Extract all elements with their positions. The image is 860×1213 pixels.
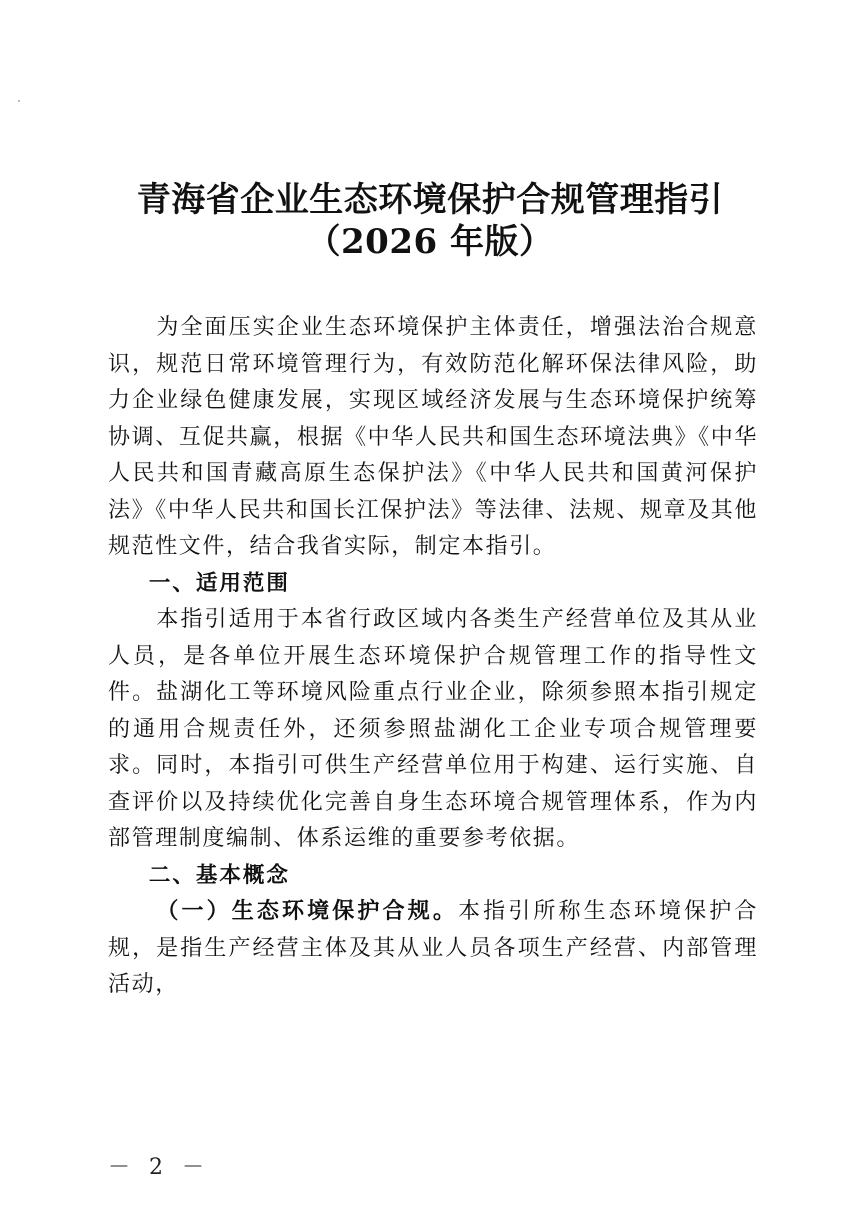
section-heading-concepts: 二、基本概念 — [148, 862, 290, 888]
document-title: 青海省企业生态环境保护合规管理指引 — [136, 180, 724, 220]
scope-paragraph: 本指引适用于本省行政区域内各类生产经营单位及其从业人员，是各单位开展生态环境保护合规管理工作的指导性文件。盐湖化工等环境风险重点行业企业，除须参照本指引规定的通用合规责任外，还须参照盐湖化工企业专项合规管理要求。同时，本指引可供生产经营单位用于构建、运行实施、自查评价以及持续优化完善自身生态环境合规管理体系，作为内部管理制度编制、体系运维的重要参考依据。 — [108, 607, 758, 851]
document-body — [108, 310, 758, 1004]
concept-item-label: （一）生态环境保护合规。 — [156, 899, 458, 924]
intro-paragraph: 为全面压实企业生态环境保护主体责任，增强法治合规意识，规范日常环境管理行为，有效防范化解环保法律风险，助力企业绿色健康发展，实现区域经济发展与生态环境保护统筹协调、互促共赢，根据《中华人民共和国生态环境法典》《中华人民共和国青藏高原生态保护法》《中华人民共和国黄河保护法》《中华人民共和国长江保护法》等法律、法规、规章及其他规范性文件，结合我省实际，制定本指引。 — [108, 315, 758, 559]
page-number: － 2 － — [108, 1155, 210, 1180]
concept-paragraph — [108, 894, 758, 1004]
concept-item-text: 本指引所称生态环境保护合规，是指生产经营主体及其从业人员各项生产经营、内部管理活动， — [108, 899, 759, 997]
document-title-edition: （2026 年版） — [306, 222, 554, 262]
section-heading-scope: 一、适用范围 — [148, 570, 290, 596]
scan-speck — [18, 100, 20, 102]
